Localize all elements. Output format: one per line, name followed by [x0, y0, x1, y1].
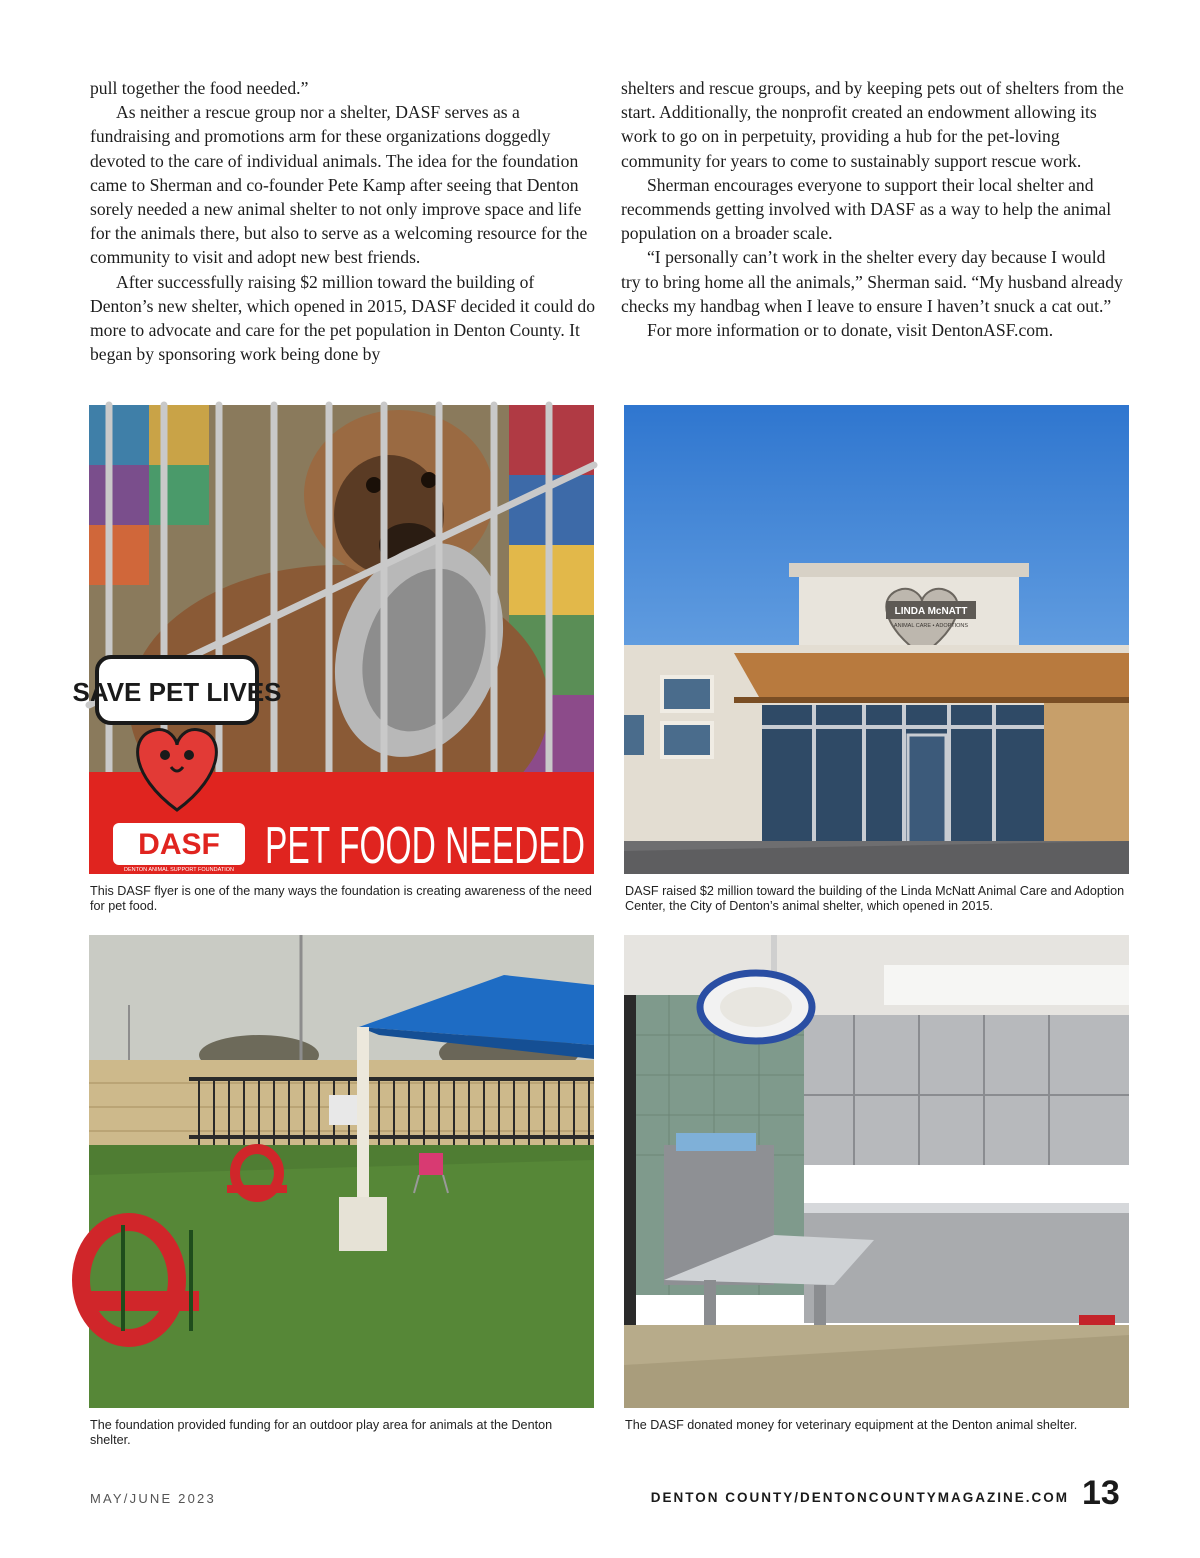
article-column-left [90, 76, 596, 366]
shelter-sign-subtext: ANIMAL CARE • ADOPTIONS [893, 623, 969, 629]
page-number: 13 [1082, 1474, 1120, 1512]
shelter-photo [624, 405, 1129, 874]
shelter-sign-text: LINDA McNATT [894, 606, 968, 617]
paragraph: Sherman encourages everyone to support their local shelter and recommends getting involved with DASF as a way to help the animal population on a broader scale. [621, 174, 1112, 244]
flyer-caption: This DASF flyer is one of the many ways the foundation is creating awareness of the need for pet food. [90, 884, 592, 913]
issue-date: MAY/JUNE 2023 [90, 1491, 216, 1506]
flyer-logo-subtext: DENTON ANIMAL SUPPORT FOUNDATION [123, 867, 235, 873]
flyer-sign-text: SAVE PET LIVES [72, 677, 282, 707]
play-area-caption: The foundation provided funding for an outdoor play area for animals at the Denton shelter. [90, 1418, 553, 1447]
vet-room-photo [624, 935, 1129, 1408]
paragraph: As neither a rescue group nor a shelter, DASF serves as a fundraising and promotions arm for these organizations doggedly devoted to the care of individual animals. The idea for the foundation came to Sherman and co-founder Pete Kamp after seeing that Denton sorely needed a new animal shelter to not only improve space and life for the animals there, but also to serve as a welcoming resource for the community to visit and adopt new best friends. [90, 102, 588, 268]
paragraph: After successfully raising $2 million toward the building of Denton’s new shelter, which opened in 2015, DASF decided it could do more to advocate and care for the pet population in Denton County. It began by sponsoring work being done by [90, 271, 596, 365]
play-area-photo [89, 935, 594, 1408]
article-column-right [621, 76, 1127, 342]
paragraph: “I personally can’t work in the shelter every day because I would try to bring home all the animals,” Sherman said. “My husband already checks my handbag when I leave to ensure I haven’t snuck a cat out.” [621, 247, 1123, 316]
paragraph: shelters and rescue groups, and by keeping pets out of shelters from the start. Additionally, the nonprofit created an endowment allowing its work to go on in perpetuity, providing a hub for the pet-loving community for years to come to sustainably support rescue work. [621, 78, 1124, 171]
flyer-photo [72, 405, 594, 875]
vet-room-caption: The DASF donated money for veterinary equipment at the Denton animal shelter. [625, 1418, 1078, 1432]
shelter-caption: DASF raised $2 million toward the building of the Linda McNatt Animal Care and Adoption Center, the City of Denton’s animal shelter, which opened in 2015. [625, 884, 1125, 913]
flyer-logo-text: DASF [138, 828, 220, 861]
flyer-banner-text: PET FOOD NEEDED [265, 817, 585, 875]
publication-url: DENTON COUNTY/DENTONCOUNTYMAGAZINE.COM [650, 1490, 1069, 1505]
paragraph: pull together the food needed.” [90, 78, 309, 98]
paragraph: For more information or to donate, visit DentonASF.com. [647, 320, 1054, 341]
